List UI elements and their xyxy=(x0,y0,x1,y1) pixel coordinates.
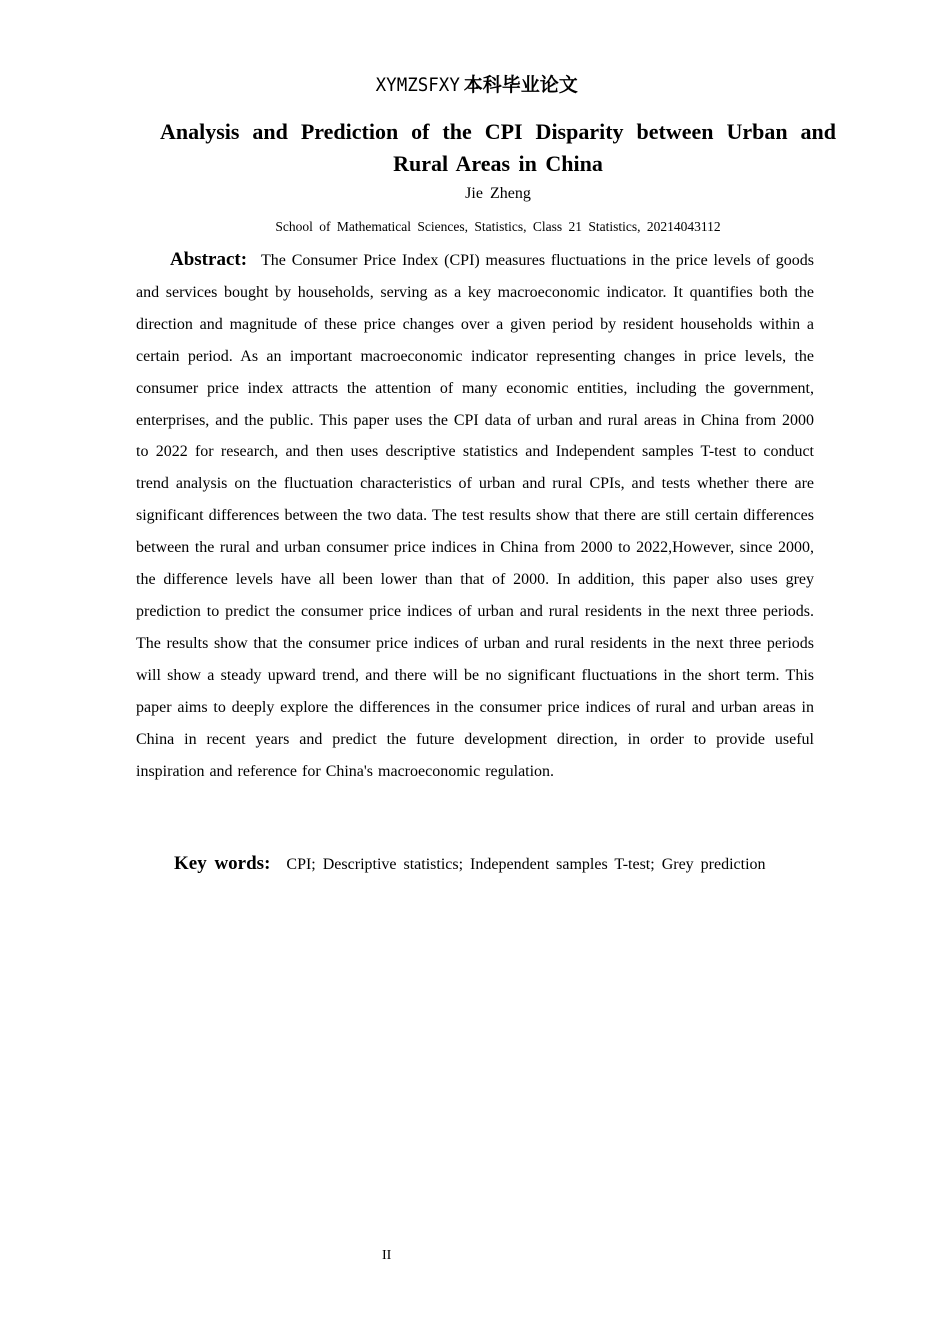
abstract-label: Abstract: xyxy=(170,249,248,270)
header-thesis-label: 本科毕业论文 xyxy=(463,74,578,96)
author-affiliation: School of Mathematical Sciences, Statistics, Class 21 Statistics, 20214043112 xyxy=(275,219,721,234)
abstract-paragraph xyxy=(136,244,814,787)
keywords-text: CPI; Descriptive statistics; Independent samples T-test; Grey prediction xyxy=(286,856,766,873)
author-name: Jie Zheng xyxy=(465,185,531,202)
keywords-line xyxy=(174,853,766,875)
page-number: II xyxy=(382,1248,392,1263)
abstract-text: The Consumer Price Index (CPI) measures fluctuations in the price levels of goods and services bought by households, serving as a key macroeconomic indicator. It quantifies both the direction and magnitude of these price changes over a given period by resident households within a certain period. As an important macroeconomic indicator representing changes in price levels, the consumer price index attracts the attention of many economic entities, including the government, enterprises, and the public. This paper uses the CPI data of urban and rural areas in China from 2000 to 2022 for research, and then uses descriptive statistics and Independent samples T-test to conduct trend analysis on the fluctuation characteristics of urban and rural CPIs, and tests whether there are significant differences between the two data. The test results show that there are still certain differences between the rural and urban consumer price indices in China from 2000 to 2022,However, since 2000, the difference levels have all been lower than that of 2000. In addition, this paper also uses grey prediction to predict the consumer price indices of urban and rural residents in the next three periods. The results show that the consumer price indices of urban and rural residents in the next three periods will show a steady upward trend, and there will be no significant fluctuations in the short term. This paper aims to deeply explore the differences in the consumer price indices of rural and urban areas in China in recent years and predict the future development direction, in order to provide useful inspiration and reference for China's macroeconomic regulation. xyxy=(136,252,814,780)
running-header xyxy=(0,70,950,97)
keywords-label: Key words: xyxy=(174,853,271,874)
header-school-code: XYMZSFXY xyxy=(375,74,461,96)
paper-title: Analysis and Prediction of the CPI Disparity between Urban and Rural Areas in China xyxy=(160,119,836,176)
